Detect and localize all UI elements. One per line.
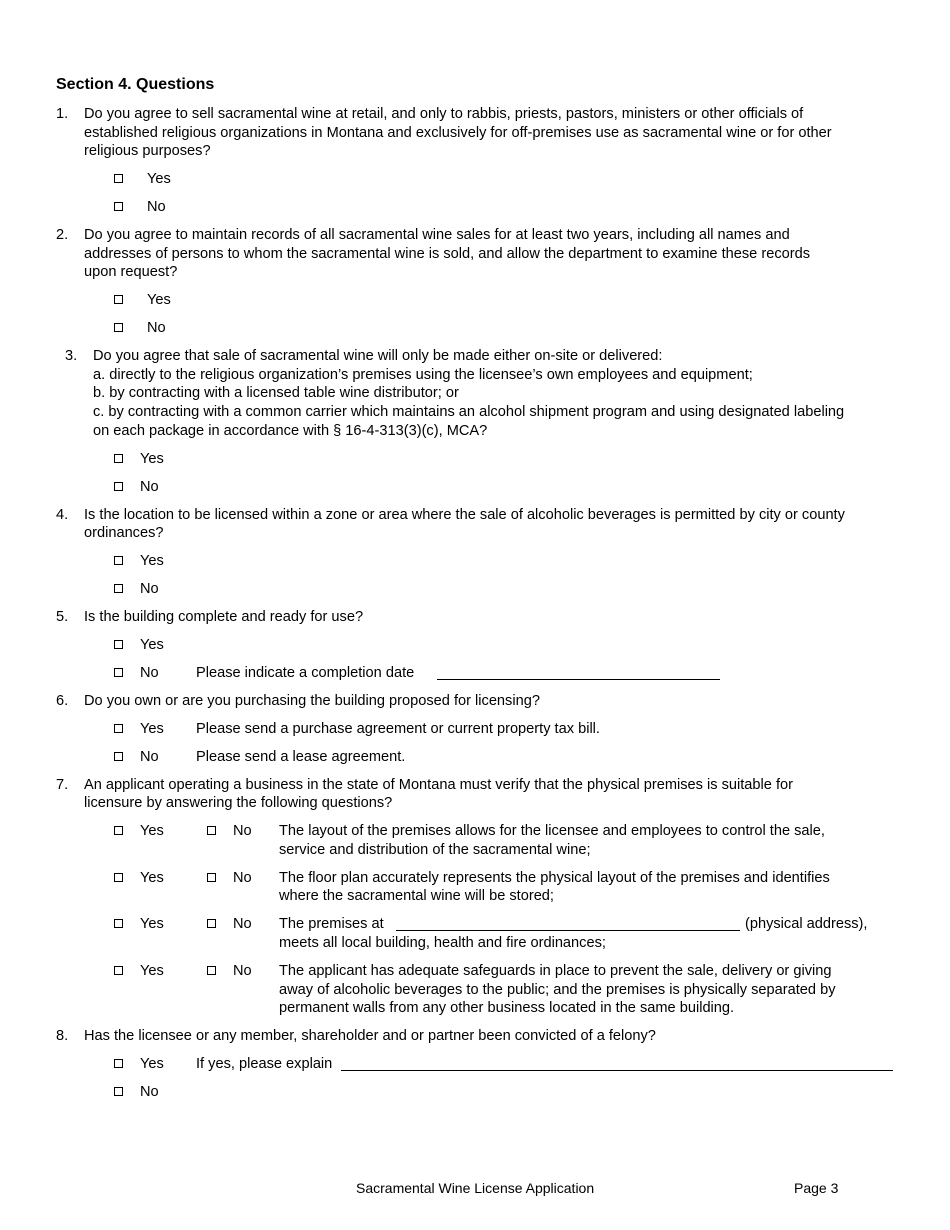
q7b-text-line-2: where the sacramental wine will be stored; bbox=[279, 888, 554, 904]
q1-no-checkbox[interactable] bbox=[114, 202, 123, 211]
q2-yes-label: Yes bbox=[147, 292, 171, 308]
q5-no-label: No bbox=[140, 665, 159, 681]
q7a-yes-label: Yes bbox=[140, 823, 164, 839]
q3-option-a: a. directly to the religious organization’s premises using the licensee’s own employees and equipment; bbox=[93, 367, 753, 383]
q7c-text-line-2: meets all local building, health and fire ordinances; bbox=[279, 935, 606, 951]
q4-no-label: No bbox=[140, 581, 159, 597]
q1-yes-checkbox[interactable] bbox=[114, 174, 123, 183]
q3-no-label: No bbox=[140, 479, 159, 495]
q8-no-checkbox[interactable] bbox=[114, 1087, 123, 1096]
q6-number: 6. bbox=[56, 693, 69, 709]
q8-explain-label: If yes, please explain bbox=[196, 1056, 333, 1072]
q7c-physical-address-field[interactable] bbox=[396, 930, 740, 931]
q8-number: 8. bbox=[56, 1028, 69, 1044]
q7c-text-prefix: The premises at bbox=[279, 916, 384, 932]
q7-text-line-1: An applicant operating a business in the state of Montana must verify that the physical premises is suitable for bbox=[84, 777, 793, 793]
q3-option-c-line-2: on each package in accordance with § 16-4-313(3)(c), MCA? bbox=[93, 423, 488, 439]
q6-text: Do you own or are you purchasing the building proposed for licensing? bbox=[84, 693, 540, 709]
q7c-no-checkbox[interactable] bbox=[207, 919, 216, 928]
q7b-yes-label: Yes bbox=[140, 870, 164, 886]
q1-number: 1. bbox=[56, 106, 69, 122]
q7b-yes-checkbox[interactable] bbox=[114, 873, 123, 882]
q2-no-checkbox[interactable] bbox=[114, 323, 123, 332]
q7c-yes-checkbox[interactable] bbox=[114, 919, 123, 928]
q7b-no-checkbox[interactable] bbox=[207, 873, 216, 882]
q7a-yes-checkbox[interactable] bbox=[114, 826, 123, 835]
q5-yes-checkbox[interactable] bbox=[114, 640, 123, 649]
q8-yes-checkbox[interactable] bbox=[114, 1059, 123, 1068]
q7c-yes-label: Yes bbox=[140, 916, 164, 932]
q4-text-line-2: ordinances? bbox=[84, 525, 164, 541]
q6-yes-note: Please send a purchase agreement or current property tax bill. bbox=[196, 721, 600, 737]
q7d-yes-label: Yes bbox=[140, 963, 164, 979]
q3-yes-checkbox[interactable] bbox=[114, 454, 123, 463]
q7a-text-line-1: The layout of the premises allows for the licensee and employees to control the sale, bbox=[279, 823, 825, 839]
section-title: Section 4. Questions bbox=[56, 76, 215, 93]
q3-yes-label: Yes bbox=[140, 451, 164, 467]
q7d-no-label: No bbox=[233, 963, 252, 979]
q4-text-line-1: Is the location to be licensed within a zone or area where the sale of alcoholic beverages is permitted by city or county bbox=[84, 507, 845, 523]
q7d-no-checkbox[interactable] bbox=[207, 966, 216, 975]
q7b-no-label: No bbox=[233, 870, 252, 886]
q5-no-checkbox[interactable] bbox=[114, 668, 123, 677]
q8-yes-label: Yes bbox=[140, 1056, 164, 1072]
q3-option-c-line-1: c. by contracting with a common carrier which maintains an alcohol shipment program and using designated labeling bbox=[93, 404, 845, 420]
q5-number: 5. bbox=[56, 609, 69, 625]
q1-text-line-3: religious purposes? bbox=[84, 143, 211, 159]
q7a-no-label: No bbox=[233, 823, 252, 839]
q7c-text-suffix: (physical address), bbox=[745, 916, 868, 932]
q7c-no-label: No bbox=[233, 916, 252, 932]
q2-no-label: No bbox=[147, 320, 166, 336]
q3-text-line-1: Do you agree that sale of sacramental wine will only be made either on-site or delivered: bbox=[93, 348, 663, 364]
q1-text-line-1: Do you agree to sell sacramental wine at retail, and only to rabbis, priests, pastors, ministers or other officials of bbox=[84, 106, 804, 122]
q2-text-line-1: Do you agree to maintain records of all sacramental wine sales for at least two years, including all names and bbox=[84, 227, 790, 243]
q3-option-b: b. by contracting with a licensed table wine distributor; or bbox=[93, 385, 459, 401]
q5-text: Is the building complete and ready for use? bbox=[84, 609, 364, 625]
q2-text-line-2: addresses of persons to whom the sacramental wine is sold, and allow the department to examine these records bbox=[84, 246, 811, 262]
q4-no-checkbox[interactable] bbox=[114, 584, 123, 593]
q6-yes-label: Yes bbox=[140, 721, 164, 737]
q2-text-line-3: upon request? bbox=[84, 264, 178, 280]
q7a-text-line-2: service and distribution of the sacramental wine; bbox=[279, 842, 591, 858]
q3-no-checkbox[interactable] bbox=[114, 482, 123, 491]
q1-yes-label: Yes bbox=[147, 171, 171, 187]
q7a-no-checkbox[interactable] bbox=[207, 826, 216, 835]
q2-yes-checkbox[interactable] bbox=[114, 295, 123, 304]
q7-text-line-2: licensure by answering the following questions? bbox=[84, 795, 393, 811]
q8-text: Has the licensee or any member, shareholder and or partner been convicted of a felony? bbox=[84, 1028, 656, 1044]
q7d-text-line-1: The applicant has adequate safeguards in place to prevent the sale, delivery or giving bbox=[279, 963, 832, 979]
q2-number: 2. bbox=[56, 227, 69, 243]
q6-no-label: No bbox=[140, 749, 159, 765]
q1-text-line-2: established religious organizations in Montana and exclusively for off-premises use as sacramental wine or for other bbox=[84, 125, 832, 141]
q7-number: 7. bbox=[56, 777, 69, 793]
q8-no-label: No bbox=[140, 1084, 159, 1100]
q7d-text-line-3: permanent walls from any other business located in the same building. bbox=[279, 1000, 735, 1016]
q5-completion-date-label: Please indicate a completion date bbox=[196, 665, 415, 681]
q5-completion-date-field[interactable] bbox=[437, 679, 720, 680]
q7d-yes-checkbox[interactable] bbox=[114, 966, 123, 975]
q4-yes-checkbox[interactable] bbox=[114, 556, 123, 565]
q3-number: 3. bbox=[65, 348, 78, 364]
q1-no-label: No bbox=[147, 199, 166, 215]
q5-yes-label: Yes bbox=[140, 637, 164, 653]
q8-explain-field[interactable] bbox=[341, 1070, 893, 1071]
q6-no-note: Please send a lease agreement. bbox=[196, 749, 406, 765]
q4-number: 4. bbox=[56, 507, 69, 523]
q6-no-checkbox[interactable] bbox=[114, 752, 123, 761]
q6-yes-checkbox[interactable] bbox=[114, 724, 123, 733]
q4-yes-label: Yes bbox=[140, 553, 164, 569]
q7b-text-line-1: The floor plan accurately represents the physical layout of the premises and identifies bbox=[279, 870, 830, 886]
q7d-text-line-2: away of alcoholic beverages to the public; and the premises is physically separated by bbox=[279, 982, 836, 998]
footer-page-number: Page 3 bbox=[794, 1180, 839, 1196]
footer-title: Sacramental Wine License Application bbox=[356, 1180, 595, 1196]
